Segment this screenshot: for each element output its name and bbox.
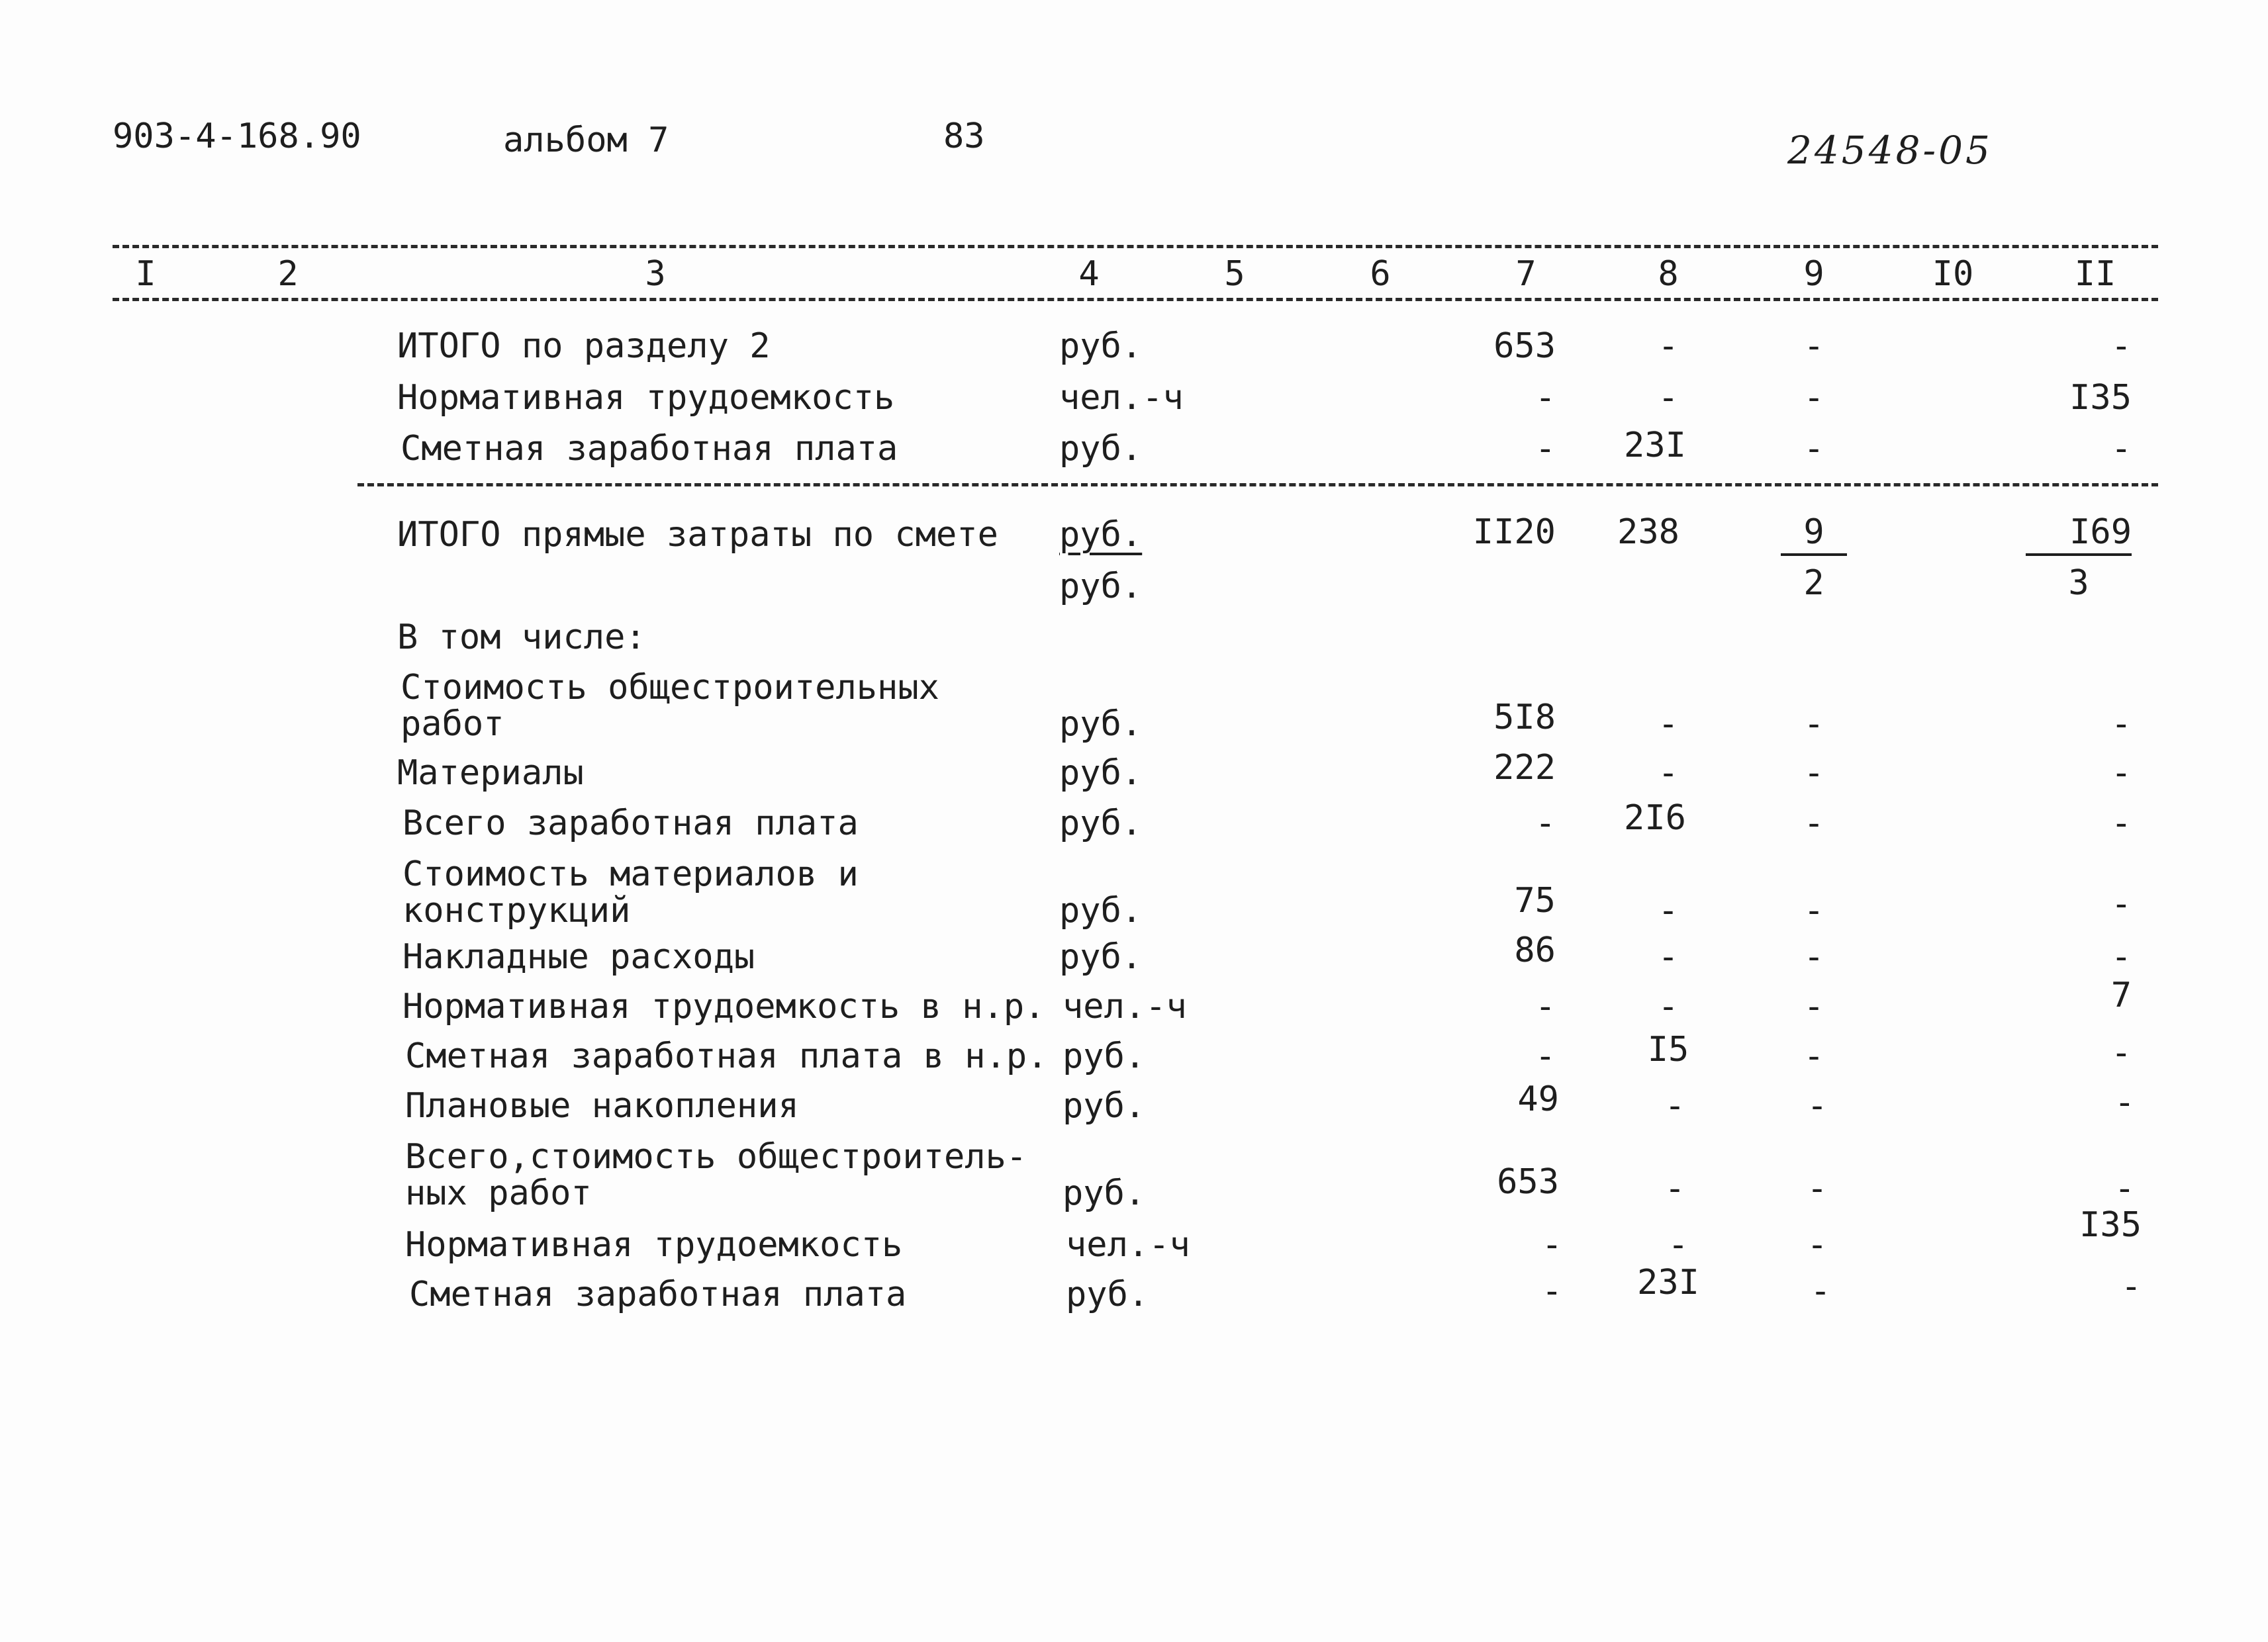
cell-col9: - bbox=[1807, 1225, 1828, 1265]
cell-col9: - bbox=[1807, 1169, 1828, 1209]
column-number: 7 bbox=[1515, 254, 1536, 294]
cell-col11: - bbox=[2110, 704, 2132, 744]
cell-col11: - bbox=[2110, 803, 2132, 843]
cell-col9-numerator: 9 bbox=[1803, 512, 1824, 552]
cell-col7: - bbox=[1535, 1036, 1556, 1076]
column-number: 3 bbox=[645, 254, 666, 294]
row-name: Сметная заработная плата bbox=[401, 429, 898, 469]
cell-col11: - bbox=[2110, 884, 2132, 924]
row-unit: руб. bbox=[1059, 704, 1143, 744]
cell-col8: 23I bbox=[1624, 426, 1686, 465]
cell-col7: 75 bbox=[1514, 881, 1556, 921]
row-name: Сметная заработная плата в н.р. bbox=[405, 1036, 1048, 1076]
cell-col8: - bbox=[1658, 326, 1679, 366]
cell-col8: 238 bbox=[1617, 512, 1679, 552]
row-name-continuation: работ bbox=[401, 704, 504, 744]
row-unit: чел.-ч bbox=[1066, 1225, 1190, 1265]
column-number: 9 bbox=[1803, 254, 1824, 294]
cell-col7: 49 bbox=[1517, 1079, 1559, 1119]
cell-col7: - bbox=[1535, 803, 1556, 843]
row-name: Накладные расходы bbox=[402, 937, 755, 977]
cell-col11: I35 bbox=[2069, 378, 2132, 418]
row-name: Всего,стоимость общестроитель- bbox=[405, 1137, 1027, 1177]
handwritten-inventory-number: 24548-05 bbox=[1787, 128, 1993, 173]
cell-col9: - bbox=[1803, 326, 1824, 366]
column-number: I0 bbox=[1932, 254, 1974, 294]
cell-col8: - bbox=[1658, 378, 1679, 418]
cell-col7: - bbox=[1535, 987, 1556, 1026]
cell-col8: - bbox=[1658, 987, 1679, 1026]
cell-col8: - bbox=[1658, 704, 1679, 744]
row-name: Нормативная трудоемкость в н.р. bbox=[402, 987, 1045, 1026]
row-unit: чел.-ч bbox=[1059, 378, 1184, 418]
row-name: Нормативная трудоемкость bbox=[405, 1225, 903, 1265]
column-number: 5 bbox=[1224, 254, 1245, 294]
cell-col7: II20 bbox=[1472, 512, 1556, 552]
cell-col8: - bbox=[1658, 753, 1679, 793]
row-unit-bottom: руб. bbox=[1059, 567, 1143, 606]
cell-col9: - bbox=[1803, 891, 1824, 931]
cell-col11: - bbox=[2110, 429, 2132, 469]
cell-col9: - bbox=[1807, 1086, 1828, 1126]
cell-col11: - bbox=[2110, 937, 2132, 977]
cell-col11: I35 bbox=[2079, 1205, 2142, 1245]
cell-col9: - bbox=[1803, 753, 1824, 793]
header-bottom-rule bbox=[113, 298, 2158, 301]
cell-col11: - bbox=[2114, 1169, 2135, 1209]
row-unit: руб. bbox=[1059, 937, 1143, 977]
including-label: В том числе: bbox=[397, 617, 646, 657]
cell-col11-denominator: 3 bbox=[2068, 563, 2089, 603]
cell-col7: 5I8 bbox=[1493, 698, 1556, 737]
cell-col9: - bbox=[1803, 1036, 1824, 1076]
cell-col7: - bbox=[1535, 429, 1556, 469]
column-number: 6 bbox=[1370, 254, 1391, 294]
cell-col7: 86 bbox=[1514, 931, 1556, 970]
row-unit-top: руб. bbox=[1059, 515, 1143, 555]
column-number: II bbox=[2074, 254, 2116, 294]
cell-col7: 653 bbox=[1497, 1162, 1559, 1202]
cell-col11: 7 bbox=[2110, 976, 2132, 1015]
row-unit: руб. bbox=[1059, 326, 1143, 366]
cell-col11: - bbox=[2110, 326, 2132, 366]
cell-col8: 2I6 bbox=[1624, 798, 1686, 838]
row-unit: руб. bbox=[1063, 1086, 1146, 1126]
cell-col11: - bbox=[2114, 1083, 2135, 1122]
cell-col9: - bbox=[1803, 803, 1824, 843]
fraction-bar bbox=[2026, 553, 2132, 556]
column-number: 2 bbox=[277, 254, 299, 294]
cell-col7: - bbox=[1535, 378, 1556, 418]
section-separator-rule bbox=[357, 483, 2158, 486]
row-name: ИТОГО по разделу 2 bbox=[397, 326, 771, 366]
row-unit: чел.-ч bbox=[1063, 987, 1187, 1026]
cell-col8: I5 bbox=[1647, 1030, 1689, 1070]
album-label: альбом 7 bbox=[503, 120, 669, 160]
cell-col7: - bbox=[1541, 1271, 1562, 1311]
cell-col9: - bbox=[1803, 704, 1824, 744]
row-unit: руб. bbox=[1059, 891, 1143, 931]
row-unit: руб. bbox=[1066, 1275, 1149, 1314]
row-name: Стоимость общестроительных bbox=[401, 668, 939, 707]
cell-col11: - bbox=[2110, 753, 2132, 793]
row-name: Стоимость материалов и bbox=[402, 854, 859, 894]
column-number: I bbox=[135, 254, 156, 294]
column-number: 4 bbox=[1078, 254, 1100, 294]
row-name: Плановые накопления bbox=[405, 1086, 799, 1126]
cell-col9: - bbox=[1810, 1271, 1831, 1311]
row-name-continuation: конструкций bbox=[402, 891, 631, 931]
cell-col9-denominator: 2 bbox=[1803, 563, 1824, 603]
fraction-bar bbox=[1781, 553, 1847, 556]
row-unit: руб. bbox=[1063, 1036, 1146, 1076]
row-unit: руб. bbox=[1059, 803, 1143, 843]
cell-col9: - bbox=[1803, 378, 1824, 418]
cell-col8: - bbox=[1664, 1169, 1685, 1209]
cell-col7: 222 bbox=[1493, 748, 1556, 788]
row-name: Сметная заработная плата bbox=[409, 1275, 907, 1314]
cell-col8: - bbox=[1658, 891, 1679, 931]
column-number: 8 bbox=[1658, 254, 1679, 294]
cell-col8: - bbox=[1658, 937, 1679, 977]
cell-col9: - bbox=[1803, 429, 1824, 469]
row-unit: руб. bbox=[1059, 429, 1143, 469]
row-name: Нормативная трудоемкость bbox=[397, 378, 895, 418]
page-number: 83 bbox=[943, 116, 985, 156]
cell-col9: - bbox=[1803, 937, 1824, 977]
row-name: ИТОГО прямые затраты по смете bbox=[397, 515, 998, 555]
cell-col8: - bbox=[1664, 1086, 1685, 1126]
row-unit: руб. bbox=[1063, 1173, 1146, 1213]
cell-col7: 653 bbox=[1493, 326, 1556, 366]
cell-col11: - bbox=[2120, 1267, 2142, 1306]
cell-col11-numerator: I69 bbox=[2069, 512, 2132, 552]
header-top-rule bbox=[113, 245, 2158, 248]
row-name: Материалы bbox=[397, 753, 584, 793]
cell-col11: - bbox=[2110, 1033, 2132, 1073]
row-unit: руб. bbox=[1059, 753, 1143, 793]
cell-col8: - bbox=[1668, 1225, 1689, 1265]
cell-col8: 23I bbox=[1637, 1263, 1699, 1302]
cell-col7: - bbox=[1541, 1225, 1562, 1265]
cell-col9: - bbox=[1803, 987, 1824, 1026]
document-code: 903-4-168.90 bbox=[113, 116, 361, 156]
row-name-continuation: ных работ bbox=[405, 1173, 592, 1213]
row-name: Всего заработная плата bbox=[402, 803, 859, 843]
